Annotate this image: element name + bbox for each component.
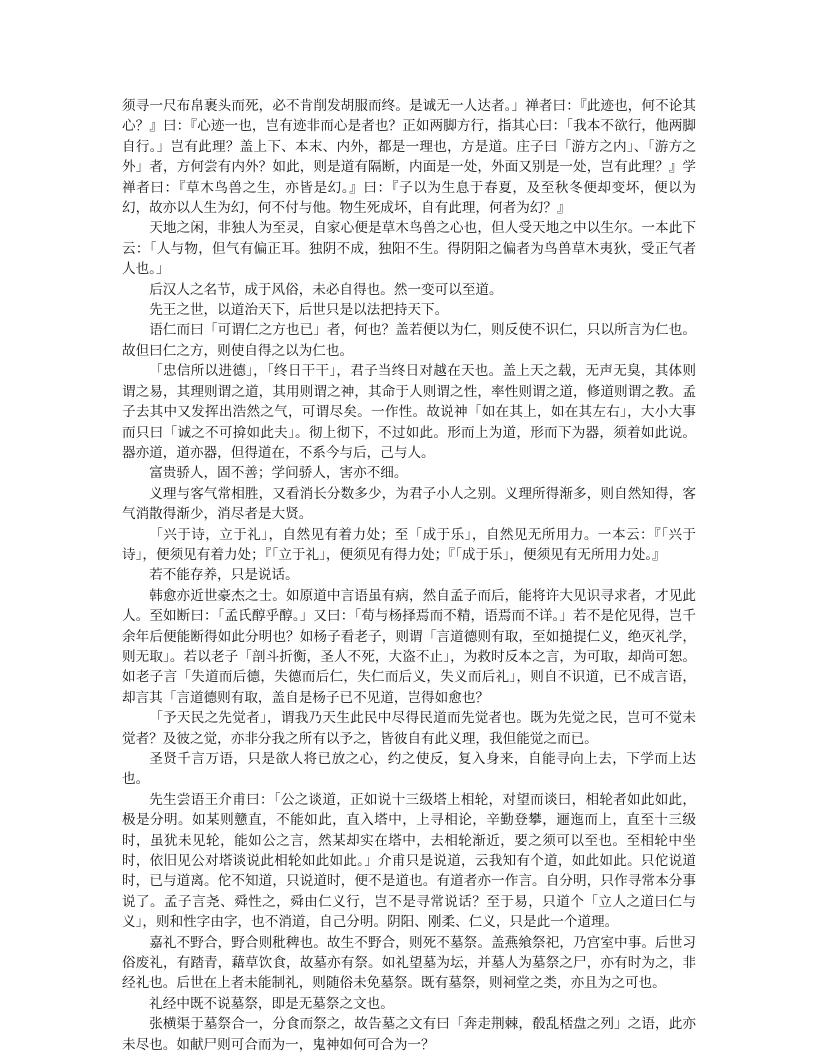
paragraph: 张横渠于墓祭合一，分食而祭之，故告墓之文有曰「奔走荆棘，殽乱桮盘之列」之语，此亦未尽也。如献尸则可合而为一，鬼神如何可合为一？	[122, 1016, 696, 1053]
paragraph: 义理与客气常相胜，又看消长分数多少，为君子小人之别。义理所得渐多，则自然知得，客气消散得渐少，消尽者是大贤。	[122, 485, 696, 523]
paragraph: 圣贤千言万语，只是欲人将已放之心，约之使反，复入身来，自能寻向上去，下学而上达也。	[122, 751, 696, 788]
paragraph: 天地之闲，非独人为至灵，自家心便是草木鸟兽之心也，但人受天地之中以生尔。一本此下云：「人与物，但气有偏正耳。独阴不成，独阳不生。得阴阳之偏者为鸟兽草木夷狄，受正气者人也。」	[122, 220, 696, 278]
paragraph: 「忠信所以进德」，「终日干干」，君子当终日对越在天也。盖上天之载，无声无臭，其体则谓之易，其理则谓之道，其用则谓之神，其命于人则谓之性，率性则谓之道，修道则谓之教。孟子去其中又发挥出浩然之气，可谓尽矣。一作性。故说神「如在其上，如在其左右」，大小大事而只曰「诚之不可揜如此夫」。彻上彻下，不过如此。形而上为道，形而下为器，须着如此说。器亦道，道亦器，但得道在，不系今与后，己与人。	[122, 363, 696, 461]
paragraph: 须寻一尺布帛裹头而死，必不肯削发胡服而终。是诚无一人达者。」禅者曰：『此迹也，何不论其心？』曰：『心迹一也，岂有迹非而心是者也？正如两脚方行，指其心曰：「我本不欲行，他两脚自行。」岂有此理？盖上下、本末、内外，都是一理也，方是道。庄子曰「游方之内」、「游方之外」者，方何尝有内外？如此，则是道有隔断，内面是一处，外面又别是一处，岂有此理？』学禅者曰：『草木鸟兽之生，亦皆是幻。』曰：『子以为生息于春夏，及至秋冬便却变坏，便以为幻，故亦以人生为幻，何不付与他。物生死成坏，自有此理，何者为幻？』	[122, 98, 696, 217]
document-page	[122, 96, 696, 1055]
paragraph: 「兴于诗，立于礼」，自然见有着力处；至「成于乐」，自然见无所用力。一本云：『「兴于诗」，便须见有着力处；『「立于礼」，便须见有得力处；『「成于乐」，便须见有无所用力处。』	[122, 526, 696, 563]
paragraph: 韩愈亦近世豪杰之士。如原道中言语虽有病，然自孟子而后，能将许大见识寻求者，才见此人。至如断曰：「孟氏醇乎醇。」又曰：「荀与杨择焉而不精，语焉而不详。」若不是佗见得，岂千余年后便能断得如此分明也？如杨子看老子，则谓「言道德则有取，至如搥提仁义，绝灭礼学，则无取」。若以老子「剖斗折衡，圣人不死，大盗不止」，为救时反本之言，为可取，却尚可恕。如老子言「失道而后德，失德而后仁，失仁而后义，失义而后礼」，则自不识道，已不成言语，却言其「言道德则有取，盖自是杨子已不见道，岂得如愈也？	[122, 587, 696, 706]
paragraph: 后汉人之名节，成于风俗，未必自得也。然一变可以至道。	[149, 281, 503, 298]
paragraph: 礼经中既不说墓祭，即是无墓祭之文也。	[149, 995, 394, 1012]
paragraph: 若不能存养，只是说话。	[149, 567, 299, 584]
paragraph: 先生尝语王介甫曰：「公之谈道，正如说十三级塔上相轮，对望而谈曰，相轮者如此如此，极是分明。如某则戆直，不能如此，直入塔中，上寻相论，辛勤登攀，逦迤而上，直至十三级时，虽犹未见轮，能如公之言，然某却实在塔中，去相轮渐近，要之须可以至也。至相轮中坐时，依旧见公对塔谈说此相轮如此如此。」介甫只是说道，云我知有个道，如此如此。只佗说道时，已与道离。佗不知道，只说道时，便不是道也。有道者亦一作言。自分明，只作寻常本分事说了。孟子言尧、舜性之，舜由仁义行，岂不是寻常说话？至于易，只道个「立人之道曰仁与义」，则和性字由字，也不消道，自己分明。阴阳、刚柔、仁义，只是此一个道理。	[122, 791, 696, 931]
paragraph: 「予天民之先觉者」，谓我乃天生此民中尽得民道而先觉者也。既为先觉之民，岂可不觉未觉者？及彼之觉，亦非分我之所有以予之，皆彼自有此义理，我但能觉之而已。	[122, 710, 696, 747]
paragraph: 先王之世，以道治天下，后世只是以法把持天下。	[149, 302, 449, 319]
paragraph: 嘉礼不野合，野合则秕稗也。故生不野合，则死不墓祭。盖燕飨祭祀，乃宫室中事。后世习俗废礼，有踏青，藉草饮食，故墓亦有祭。如礼望墓为坛，并墓人为墓祭之尸，亦有时为之，非经礼也。后世在上者未能制礼，则随俗未免墓祭。既有墓祭，则祠堂之类，亦且为之可也。	[122, 934, 696, 992]
paragraph: 富贵骄人，固不善；学问骄人，害亦不细。	[149, 465, 408, 482]
paragraph: 语仁而曰「可谓仁之方也已」者，何也？盖若便以为仁，则反使不识仁，只以所言为仁也。故但曰仁之方，则使自得之以为仁也。	[122, 322, 696, 359]
